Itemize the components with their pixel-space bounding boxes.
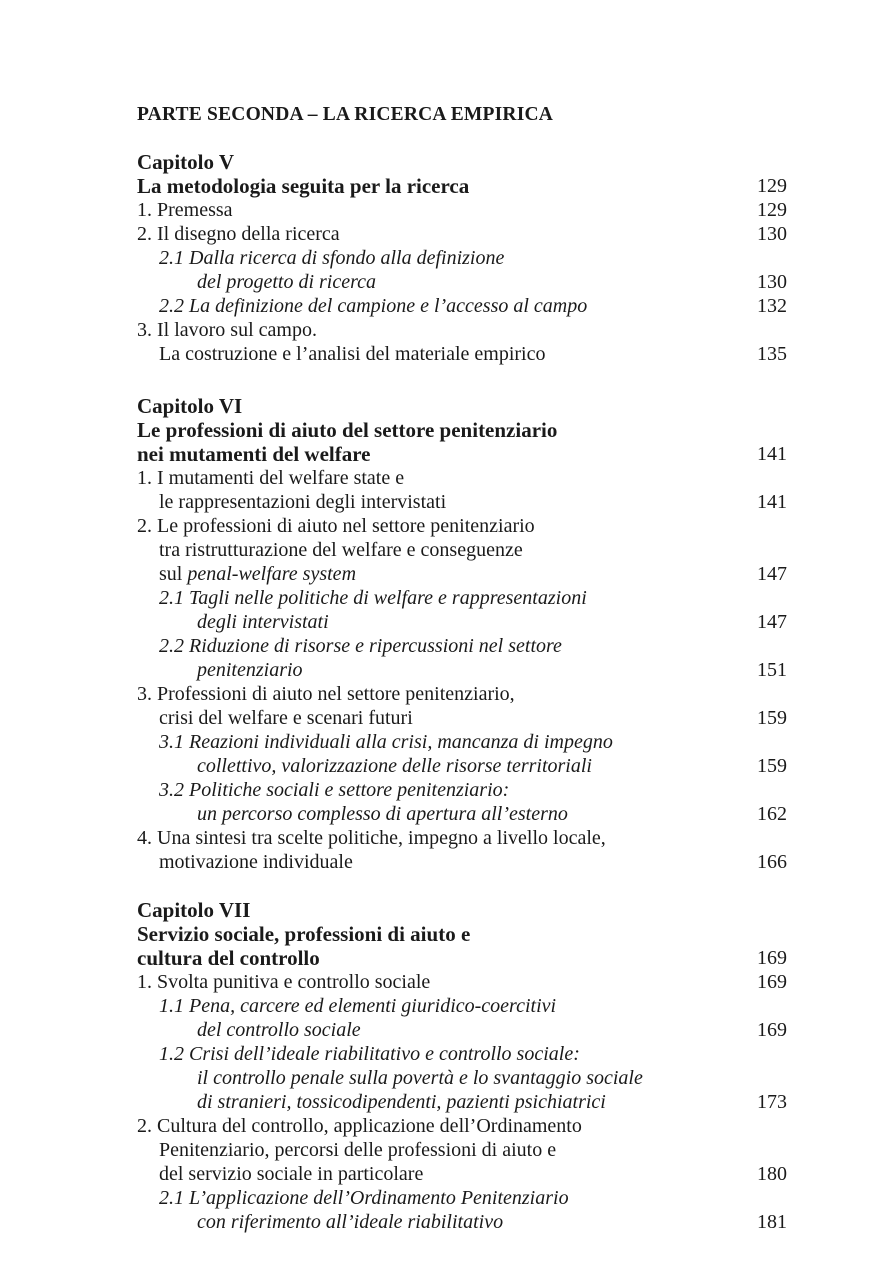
toc-entry-body bbox=[159, 730, 739, 778]
toc-entry-italic-term: penal-welfare system bbox=[187, 563, 357, 585]
toc-entry bbox=[137, 246, 787, 294]
toc-entry-page-number: 169 bbox=[757, 971, 787, 993]
toc-entry-text bbox=[137, 246, 739, 294]
toc-entry-page-number: 159 bbox=[757, 707, 787, 729]
toc-entry-page-number: 181 bbox=[757, 1211, 787, 1233]
chapter-label: Capitolo VI bbox=[137, 394, 243, 418]
toc-entry-line: Reazioni individuali alla crisi, mancanza di impegno bbox=[189, 731, 613, 753]
toc-entry-number: 1. bbox=[137, 199, 152, 221]
toc-entry-line: con riferimento all’ideale riabilitativo bbox=[197, 1211, 504, 1233]
toc-entry-line: Penitenziario, percorsi delle professioni di aiuto e bbox=[159, 1139, 557, 1161]
chapter-page-number: 129 bbox=[757, 175, 787, 197]
toc-entry-line: Professioni di aiuto nel settore penitenziario, bbox=[157, 683, 515, 705]
toc-entry-page-number: 135 bbox=[757, 343, 787, 365]
toc-entry-text bbox=[137, 1042, 739, 1114]
toc-entry-text bbox=[137, 682, 717, 730]
toc-entry-line: il controllo penale sulla povertà e lo svantaggio sociale bbox=[197, 1067, 643, 1089]
toc-entry-text bbox=[137, 826, 717, 874]
chapter-title-line: La metodologia seguita per la ricerca bbox=[137, 174, 470, 198]
toc-entry bbox=[137, 778, 787, 826]
toc-entry-line: di stranieri, tossicodipendenti, pazienti psichiatrici bbox=[197, 1091, 606, 1113]
toc-entry-text bbox=[137, 222, 717, 246]
toc-entry-number: 3.2 bbox=[159, 779, 184, 801]
chapter-label: Capitolo VII bbox=[137, 898, 251, 922]
toc-entry bbox=[137, 318, 787, 366]
toc-entry-number: 3. bbox=[137, 319, 152, 341]
toc-entry-text bbox=[137, 1186, 739, 1234]
toc-entry-body bbox=[137, 1114, 717, 1186]
toc-entry-number: 2.2 bbox=[159, 295, 184, 317]
toc-entry-text bbox=[137, 778, 739, 826]
toc-entry-line: Una sintesi tra scelte politiche, impegno a livello locale, bbox=[157, 827, 606, 849]
toc-entry-line: un percorso complesso di apertura all’esterno bbox=[197, 803, 568, 825]
toc-entry bbox=[137, 970, 787, 994]
toc-entry-number: 2. bbox=[137, 223, 152, 245]
toc-entry bbox=[137, 1114, 787, 1186]
toc-entry-body bbox=[159, 634, 739, 682]
toc-entry-page-number: 180 bbox=[757, 1163, 787, 1185]
toc-entry-line: Crisi dell’ideale riabilitativo e controllo sociale: bbox=[189, 1043, 580, 1065]
chapter-title-line: cultura del controllo bbox=[137, 946, 320, 970]
chapter-title-line: Le professioni di aiuto del settore penitenziario bbox=[137, 418, 558, 442]
toc-entry-page-number: 130 bbox=[757, 223, 787, 245]
toc-entry bbox=[137, 730, 787, 778]
toc-entry-page-number: 159 bbox=[757, 755, 787, 777]
toc-entry-number: 1. bbox=[137, 971, 152, 993]
toc-entry-line: Tagli nelle politiche di welfare e rappresentazioni bbox=[189, 587, 587, 609]
toc-entry-text bbox=[137, 634, 739, 682]
toc-entry-number: 1. bbox=[137, 467, 152, 489]
toc-entry-number: 1.1 bbox=[159, 995, 184, 1017]
toc-entry-text bbox=[137, 318, 717, 366]
toc-entry-body bbox=[159, 586, 739, 634]
toc-entry-number: 2.1 bbox=[159, 247, 184, 269]
toc-entry-line: penitenziario bbox=[197, 659, 303, 681]
toc-entry-body bbox=[137, 514, 717, 586]
toc-entry-number: 2. bbox=[137, 1115, 152, 1137]
toc-entry-body bbox=[159, 778, 739, 826]
chapter-title bbox=[137, 922, 697, 970]
toc-entry-text bbox=[137, 514, 717, 586]
toc-entry-body bbox=[159, 994, 739, 1042]
toc-entry-page-number: 130 bbox=[757, 271, 787, 293]
toc-entry-line: Cultura del controllo, applicazione dell’Ordinamento bbox=[157, 1115, 582, 1137]
toc-entry-number: 2.1 bbox=[159, 587, 184, 609]
toc-entry-body bbox=[159, 246, 739, 294]
toc-entry bbox=[137, 1042, 787, 1114]
toc-entry-line: Dalla ricerca di sfondo alla definizione bbox=[189, 247, 505, 269]
part-title: PARTE SECONDA – LA RICERCA EMPIRICA bbox=[137, 104, 554, 125]
toc-entry bbox=[137, 514, 787, 586]
toc-entry-line: Pena, carcere ed elementi giuridico-coercitivi bbox=[189, 995, 557, 1017]
chapter-title-line: nei mutamenti del welfare bbox=[137, 442, 371, 466]
toc-entry bbox=[137, 634, 787, 682]
toc-entry bbox=[137, 682, 787, 730]
toc-entry-text bbox=[137, 466, 717, 514]
toc-entry-line: Politiche sociali e settore penitenziario: bbox=[189, 779, 510, 801]
toc-entry-line: Svolta punitiva e controllo sociale bbox=[157, 971, 431, 993]
toc-entry-body bbox=[159, 1042, 739, 1114]
toc-entry-line: Le professioni di aiuto nel settore penitenziario bbox=[157, 515, 535, 537]
toc-entry-line: Il disegno della ricerca bbox=[157, 223, 340, 245]
toc-entry-number: 4. bbox=[137, 827, 152, 849]
toc-entry-text bbox=[137, 198, 717, 222]
toc-entry-page-number: 147 bbox=[757, 563, 787, 585]
toc-entry-body bbox=[137, 826, 717, 874]
chapter-vii bbox=[137, 898, 787, 1234]
toc-entry-body bbox=[137, 970, 717, 994]
toc-entry-line: collettivo, valorizzazione delle risorse territoriali bbox=[197, 755, 592, 777]
toc-entry-number: 1.2 bbox=[159, 1043, 184, 1065]
chapter-title-row bbox=[137, 174, 787, 198]
toc-entry bbox=[137, 222, 787, 246]
toc-entry-line: del progetto di ricerca bbox=[197, 271, 377, 293]
chapter-title-row bbox=[137, 418, 787, 466]
toc-entry-number: 2.2 bbox=[159, 635, 184, 657]
toc-entry-body bbox=[159, 294, 739, 318]
toc-entry bbox=[137, 466, 787, 514]
toc-entry-text bbox=[137, 970, 717, 994]
toc-entry-page-number: 147 bbox=[757, 611, 787, 633]
toc-entry-line: del servizio sociale in particolare bbox=[159, 1163, 424, 1185]
toc-entry-line: Il lavoro sul campo. bbox=[157, 319, 317, 341]
toc-entry-line: tra ristrutturazione del welfare e conseguenze bbox=[159, 539, 523, 561]
toc-entry-line: L’applicazione dell’Ordinamento Penitenziario bbox=[189, 1187, 569, 1209]
toc-entry-line: La costruzione e l’analisi del materiale empirico bbox=[159, 343, 546, 365]
toc-entry-line: I mutamenti del welfare state e bbox=[157, 467, 405, 489]
toc-entry-text bbox=[137, 1114, 717, 1186]
toc-entry-line: crisi del welfare e scenari futuri bbox=[159, 707, 413, 729]
toc-entry-line: le rappresentazioni degli intervistati bbox=[159, 491, 447, 513]
toc-entry-line: motivazione individuale bbox=[159, 851, 353, 873]
toc-entry-page-number: 162 bbox=[757, 803, 787, 825]
chapter-title-line: Servizio sociale, professioni di aiuto e bbox=[137, 922, 471, 946]
chapter-title bbox=[137, 174, 697, 198]
toc-entry bbox=[137, 198, 787, 222]
toc-entry-text bbox=[137, 730, 739, 778]
toc-entry bbox=[137, 294, 787, 318]
toc-entry-page-number: 141 bbox=[757, 491, 787, 513]
toc-entry-body bbox=[137, 318, 717, 366]
chapter-page-number: 141 bbox=[757, 443, 787, 465]
toc-entry-page-number: 132 bbox=[757, 295, 787, 317]
chapter-vi bbox=[137, 394, 787, 874]
toc-entry bbox=[137, 586, 787, 634]
toc-entry-body bbox=[159, 1186, 739, 1234]
toc-entry-page-number: 173 bbox=[757, 1091, 787, 1113]
toc-entry-number: 2. bbox=[137, 515, 152, 537]
toc-entry-line: del controllo sociale bbox=[197, 1019, 361, 1041]
toc-entry-page-number: 129 bbox=[757, 199, 787, 221]
toc-entry-line: sul bbox=[159, 563, 188, 585]
toc-entry-line: La definizione del campione e l’accesso al campo bbox=[189, 295, 588, 317]
toc-entry-text bbox=[137, 994, 739, 1042]
toc-entry-body bbox=[137, 682, 717, 730]
toc-entry-body bbox=[137, 222, 717, 246]
toc-entry-body bbox=[137, 198, 717, 222]
toc-entry-page-number: 169 bbox=[757, 1019, 787, 1041]
toc-entry bbox=[137, 994, 787, 1042]
toc-entry-number: 3.1 bbox=[159, 731, 184, 753]
toc-entry bbox=[137, 826, 787, 874]
chapter-title-row bbox=[137, 922, 787, 970]
toc-entry-text bbox=[137, 586, 739, 634]
toc-entry-number: 3. bbox=[137, 683, 152, 705]
chapter-page-number: 169 bbox=[757, 947, 787, 969]
toc-entry-page-number: 151 bbox=[757, 659, 787, 681]
toc-entry-line: Riduzione di risorse e ripercussioni nel settore bbox=[189, 635, 562, 657]
toc-entry-body bbox=[137, 466, 717, 514]
toc-entry-text bbox=[137, 294, 739, 318]
toc-entry-line: Premessa bbox=[157, 199, 233, 221]
chapter-v bbox=[137, 150, 787, 366]
toc-entry-line: degli intervistati bbox=[197, 611, 329, 633]
chapter-title bbox=[137, 418, 697, 466]
toc-entry-number: 2.1 bbox=[159, 1187, 184, 1209]
toc-entry-page-number: 166 bbox=[757, 851, 787, 873]
toc-entry bbox=[137, 1186, 787, 1234]
chapter-label: Capitolo V bbox=[137, 150, 235, 174]
